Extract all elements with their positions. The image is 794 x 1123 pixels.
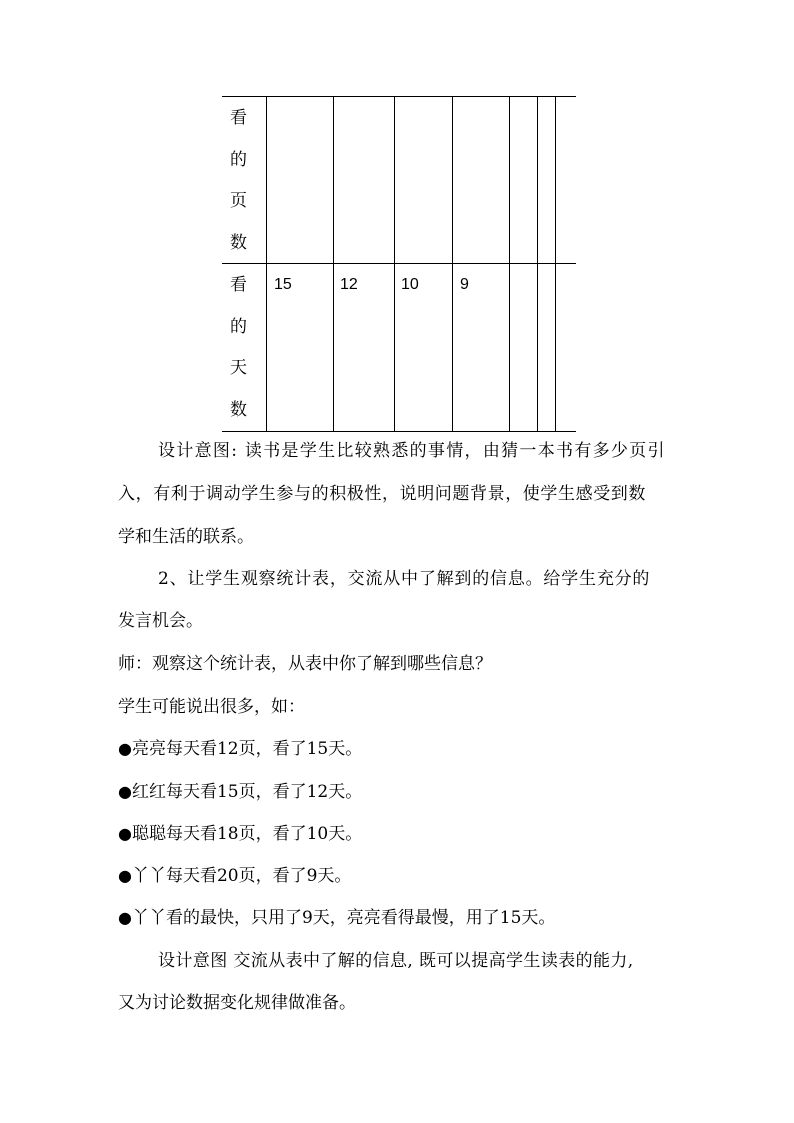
bullet-item — [118, 866, 351, 886]
table-cell-value: 12 — [340, 276, 358, 293]
bullet-icon: ● — [118, 866, 132, 885]
row-header-pages — [222, 96, 266, 263]
table-col-divider — [452, 96, 453, 432]
bullet-text: 丫丫每天看20页，看了9天。 — [131, 866, 352, 886]
table-col-divider — [266, 96, 267, 432]
students-intro: 学生可能说出很多，如： — [118, 697, 305, 717]
row-header-days — [222, 263, 266, 431]
design-intent-1-line3: 学和生活的联系。 — [118, 527, 254, 547]
row-header-char: 数 — [230, 400, 247, 420]
table-col-divider — [555, 96, 556, 432]
row-header-char: 页 — [230, 191, 247, 211]
row-header-char: 的 — [230, 317, 247, 337]
table-cell-value: 9 — [460, 276, 469, 293]
table-col-divider — [394, 96, 395, 432]
design-intent-2-line1: 设计意图 交流从表中了解的信息, 既可以提高学生读表的能力, — [158, 951, 634, 971]
bullet-item — [118, 739, 362, 759]
design-intent-2-line2: 又为讨论数据变化规律做准备。 — [118, 993, 356, 1013]
design-intent-1-line1: 设计意图: 读书是学生比较熟悉的事情，由猜一本书有多少页引 — [158, 441, 666, 461]
design-intent-1-line2: 入，有利于调动学生参与的积极性，说明问题背景，使学生感受到数 — [118, 484, 646, 504]
row-header-char: 的 — [230, 150, 247, 170]
bullet-text: 红红每天看15页，看了12天。 — [131, 782, 363, 802]
bullet-text: 丫丫看的最快，只用了9天，亮亮看得最慢，用了15天。 — [131, 908, 556, 928]
table-col-divider — [333, 96, 334, 432]
row-header-char: 看 — [230, 108, 247, 128]
bullet-item — [118, 782, 362, 802]
bullet-text: 亮亮每天看12页，看了15天。 — [131, 739, 363, 759]
step-2-line1: 2、让学生观察统计表，交流从中了解到的信息。给学生充分的 — [158, 569, 651, 589]
table-col-divider — [537, 96, 538, 432]
bullet-text: 聪聪每天看18页，看了10天。 — [131, 824, 363, 844]
table-bottom-border — [222, 431, 576, 432]
row-header-char: 数 — [230, 233, 247, 253]
teacher-question: 师：观察这个统计表，从表中你了解到哪些信息？ — [118, 654, 492, 674]
row-header-char: 天 — [230, 358, 247, 378]
table-cell-value: 15 — [274, 276, 292, 293]
table-row-divider — [222, 263, 576, 264]
table-col-divider — [509, 96, 510, 432]
bullet-icon: ● — [118, 908, 132, 927]
row-header-char: 看 — [230, 275, 247, 295]
table-top-border — [222, 96, 576, 97]
bullet-item — [118, 824, 362, 844]
bullet-icon: ● — [118, 782, 132, 801]
bullet-icon: ● — [118, 739, 132, 758]
bullet-item — [118, 908, 555, 928]
bullet-icon: ● — [118, 824, 132, 843]
step-2-line2: 发言机会。 — [118, 611, 203, 631]
table-cell-value: 10 — [401, 276, 419, 293]
statistics-table — [222, 96, 576, 432]
